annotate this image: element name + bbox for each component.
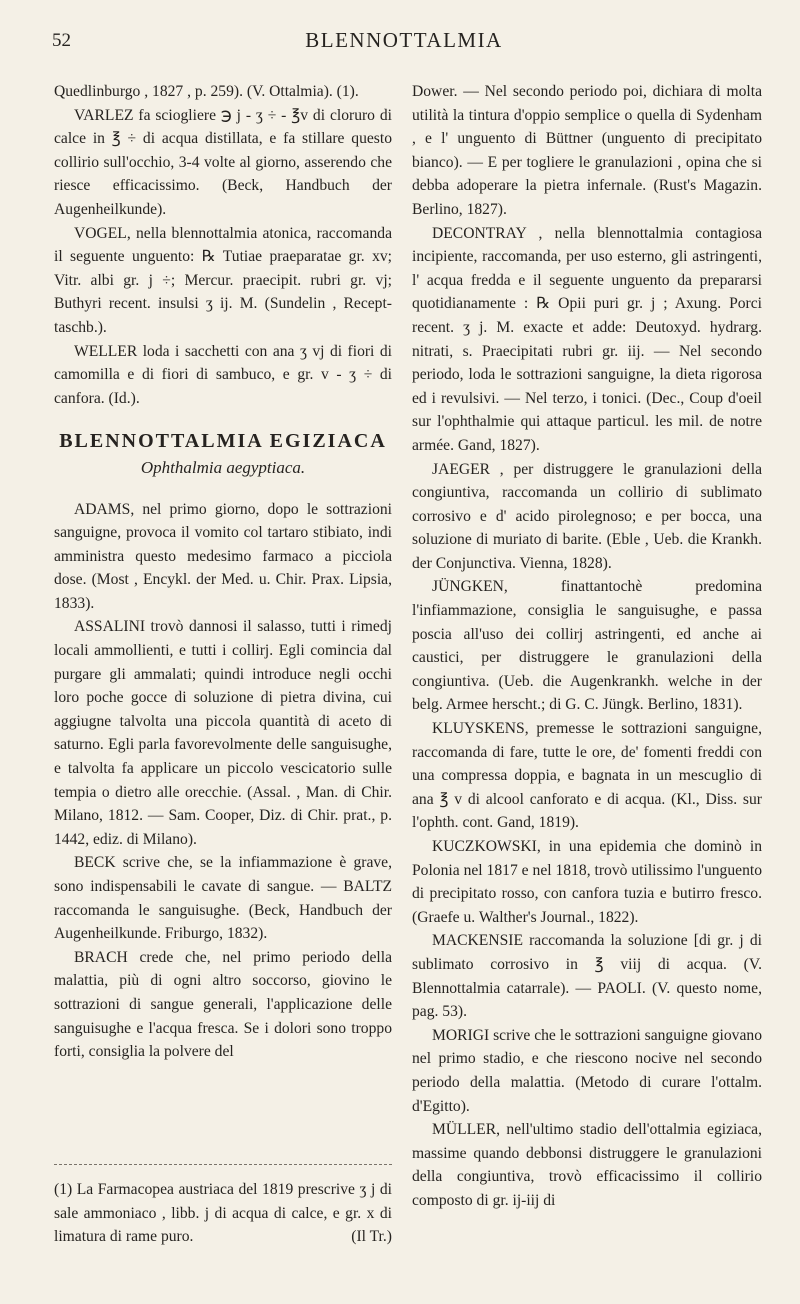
paragraph-beck: BECK scrive che, se la infiammazione è grave, sono indispensabili le cavate di sangue. — BALTZ raccomanda le sanguisughe. (Beck, Handbuch der Augenheilkunde. Friburgo, 1832). bbox=[54, 854, 392, 943]
footnote-attribution: (Il Tr.) bbox=[351, 1228, 392, 1246]
paragraph-muller: MÜLLER, nell'ultimo stadio dell'ottalmia egiziaca, massime quando debbonsi distruggere le granulazioni della congiuntiva, trovò efficacissimo il collirio composto di gr. ij-iij di bbox=[412, 1121, 762, 1209]
page-number: 52 bbox=[52, 30, 71, 51]
paragraph-kuczkowski: KUCZKOWSKI, in una epidemia che dominò in Polonia nel 1817 e nel 1818, trovò utilissimo l'unguento di precipitato rosso, con canfora tuzia e butirro fresco. (Graefe u. Walther's Journal., 1822). bbox=[412, 838, 762, 926]
footnote-divider bbox=[54, 1164, 392, 1165]
paragraph-jungken: JÜNGKEN, finattantochè predomina l'infiammazione, consiglia le sanguisughe, e passa poscia all'uso dei collirj astringenti, ed anche ai caustici, per distruggere le granulazioni della congiuntiva. (Ueb. die Augenkrankh. welche in der belg. Armee herscht.; di G. C. Jüngk. Berlino, 1831). bbox=[412, 578, 762, 714]
section-heading: BLENNOTTALMIA EGIZIACA bbox=[59, 430, 387, 453]
paragraph-decontray: DECONTRAY , nella blennottalmia contagiosa incipiente, raccomanda, per uso esterno, gli astringenti, l' acqua fredda e il seguente unguento da prepararsi quotidianamente : ℞ Opii puri gr. j ; Axung. Porci recent. ʒ j. M. exacte et adde: Deutoxyd. hydrarg. nitrati, s. Praecipitati rubri gr. iij. — Nel secondo periodo, loda le sottrazioni sanguigne, la dieta rigorosa ed i revulsivi. — Nel terzo, i tonici. (Dec., Coup d'oeil sur l'ophthalmie qui attaque particul. les mil. de notre armée. Gand, 1827). bbox=[412, 224, 762, 454]
left-column bbox=[54, 80, 392, 1064]
page-header bbox=[52, 22, 756, 56]
paragraph-adams: ADAMS, nel primo giorno, dopo le sottrazioni sanguigne, provoca il vomito col tartaro stibiato, indi amministra questo medesimo farmaco a picciola dose. (Most , Encykl. der Med. u. Chir. Prax. Lipsia, 1833). bbox=[54, 500, 392, 612]
paragraph-vogel: VOGEL, nella blennottalmia atonica, raccomanda il seguente unguento: ℞ Tutiae praeparatae gr. xv; Vitr. albi gr. j ÷; Mercur. praecipit. rubri gr. vj; Buthyri recent. insulsi ʒ ij. M. (Sundelin , Recept-taschb.). bbox=[54, 224, 392, 336]
paragraph-dower: Dower. — Nel secondo periodo poi, dichiara di molta utilità la tintura d'oppio semplice o quella di Sydenham , e l' unguento di Büttner (unguento di precipitato bianco). — E per togliere le granulazioni , opina che si debba adoperare la pietra infernale. (Rust's Magazin. Berlino, 1827). bbox=[412, 83, 762, 218]
right-column bbox=[412, 80, 762, 1213]
paragraph-varlez: VARLEZ fa sciogliere ℈ j - ʒ ÷ - ℥v di cloruro di calce in ℥ ÷ di acqua distillata, e fa stillare questo collirio sull'occhio, 3-4 volte al giorno, asserendo che riesce efficacissimo. (Beck, Handbuch der Augenheilkunde). bbox=[54, 106, 392, 218]
paragraph-morigi: MORIGI scrive che le sottrazioni sanguigne giovano nel primo stadio, e che riescono nocive nel secondo periodo della malattia. (Metodo di curare l'ottalm. d'Egitto). bbox=[412, 1026, 762, 1115]
footnote bbox=[54, 1178, 392, 1249]
paragraph: Quedlinburgo , 1827 , p. 259). (V. Ottalmia). (1). bbox=[54, 83, 359, 100]
paragraph-weller: WELLER loda i sacchetti con ana ʒ vj di fiori di camomilla e di fiori di sambuco, e gr. v - ʒ ÷ di canfora. (Id.). bbox=[54, 342, 392, 407]
paragraph-mackensie: MACKENSIE raccomanda la soluzione [di gr. j di sublimato corrosivo in ℥ viij di acqua. (V. Blennottalmia catarrale). — PAOLI. (V. questo nome, pag. 53). bbox=[412, 932, 762, 1021]
running-title: BLENNOTTALMIA bbox=[305, 28, 503, 52]
section-subtitle: Ophthalmia aegyptiaca. bbox=[140, 457, 306, 477]
paragraph-kluyskens: KLUYSKENS, premesse le sottrazioni sanguigne, raccomanda di fare, tutte le ore, de' fomenti freddi con una compressa doppia, e bagnata in un mescuglio di ana ℥ v di alcool canforato e di acqua. (Kl., Diss. sur l'ophth. cont. Gand, 1819). bbox=[412, 720, 762, 832]
footnote-text: (1) La Farmacopea austriaca del 1819 prescrive ʒ j di sale ammoniaco , libb. j di acqua di calce, e gr. x di limatura di rame puro. bbox=[54, 1181, 392, 1246]
paragraph-assalini: ASSALINI trovò dannosi il salasso, tutti i rimedj locali ammollienti, e tutti i collirj. Egli comincia dal purgare gli ammalati; quindi introduce negli occhi loro poche gocce di soluzione di pietra divina, cui aggiugne talvolta una piccola quantità di aceto di saturno. Egli parla favorevolmente delle sanguisughe, e talvolta fa applicare un piccolo vescicatorio sulle tempia o dietro alle orecchie. (Assal. , Man. di Chir. Milano, 1812. — Sam. Cooper, Diz. di Chir. prat., p. 1442, ediz. di Milano). bbox=[54, 618, 392, 848]
paragraph-brach: BRACH crede che, nel primo periodo della malattia, più di ogni altro soccorso, giovino le sottrazioni di sangue generali, l'applicazione delle sanguisughe e l'acqua fresca. Se i dolori sono troppo forti, consiglia la polvere del bbox=[54, 948, 392, 1061]
paragraph-jaeger: JAEGER , per distruggere le granulazioni della congiuntiva, raccomanda un collirio di sublimato corrosivo e d' acido pirolegnoso; e per bocca, una soluzione di muriato di barite. (Eble , Ueb. die Krankh. der Conjunctiva. Vienna, 1828). bbox=[412, 460, 762, 572]
